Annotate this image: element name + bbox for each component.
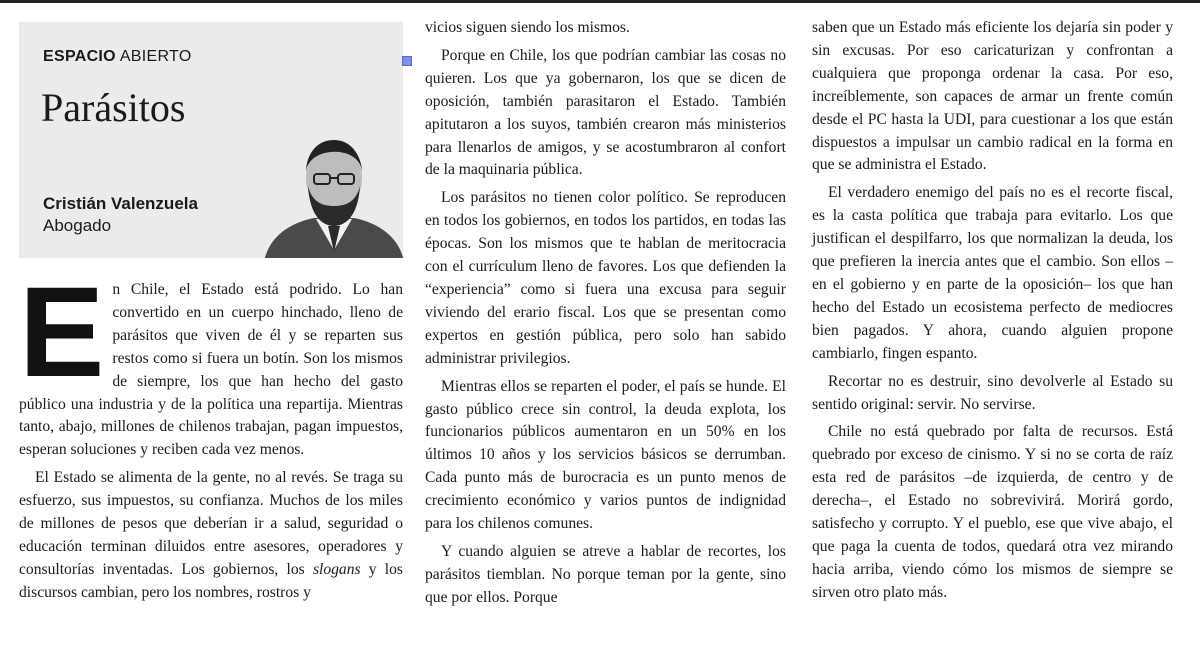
selection-marker bbox=[402, 56, 412, 66]
paragraph: Mientras ellos se reparten el poder, el país se hunde. El gasto público crece sin control, la deuda explota, los funcionarios públicos aumentaron en un 50% en los últimos 10 años y los servicios básicos se derrumban. Cada punto más de burocracia es un punto menos de crecimiento económico y varios puntos de indignidad para los chilenos comunes. bbox=[425, 377, 786, 533]
paragraph: Chile no está quebrado por falta de recursos. Está quebrado por exceso de cinismo. Y si no se corta de raíz esta red de parásitos –de izquierda, de centro y de derecha–, el Estado no sobrevivirá. Morirá gordo, satisfecho y corrupto. Y el pueblo, ese que vive abajo, el que paga la cuenta de todos, quedará otra vez mirando hacia arriba, viendo cómo los mismos de siempre se sirven otro plato más. bbox=[812, 423, 1173, 601]
section-label-light: ABIERTO bbox=[119, 48, 192, 65]
article-title: Parásitos bbox=[41, 85, 186, 130]
article-column-1 bbox=[19, 261, 404, 605]
paragraph: Porque en Chile, los que podrían cambiar las cosas no quieren. Los que ya gobernaron, los que se dicen de oposición, también parasitaron el Estado. También apitutaron a los suyos, también crearon más ministerios para llenarlos de amigos, y se acostumbraron al confort de la maquinaria pública. bbox=[425, 46, 786, 179]
column-header bbox=[19, 22, 403, 258]
paragraph: Y cuando alguien se atreve a hablar de recortes, los parásitos tiemblan. No porque teman por la gente, sino que por ellos. Porque bbox=[425, 542, 786, 606]
paragraph-continuation: y los discursos cambian, pero los nombres, rostros y bbox=[19, 560, 404, 601]
paragraph: vicios siguen siendo los mismos. bbox=[425, 19, 630, 36]
paragraph: Los parásitos no tienen color político. Se reproducen en todos los gobiernos, en todos los partidos, en todas las épocas. Son los mismos que te hablan de meritocracia con el currículum lleno de favores. Los que defienden la “experiencia” como si fuera una excusa para seguir viviendo del erario fiscal. Los que se presentan como expertos en gestión pública, pero solo han sabido administrar privilegios. bbox=[425, 189, 786, 367]
paragraph: El Estado se alimenta de la gente, no al revés. Se traga su esfuerzo, sus impuestos, su confianza. Muchos de los miles de millones de pesos que deberían ir a salud, seguridad o educación terminan diluidos entre asesores, operadores y consultorías inventadas. Los gobiernos, los bbox=[19, 469, 403, 578]
section-label bbox=[43, 48, 192, 66]
paragraph: El verdadero enemigo del país no es el recorte fiscal, es la casta política que trabaja para evitarlo. Los que justifican el despilfarro, los que normalizan la deuda, los que prefieren la inercia antes que el cambio. Son ellos –en el gobierno y en parte de la oposición– los que han hecho del Estado un ecosistema perfecto de mediocres bien pagados. Y ahora, cuando alguien propone cambiarlo, fingen espanto. bbox=[812, 184, 1173, 362]
drop-cap: E bbox=[19, 261, 105, 404]
top-rule bbox=[0, 0, 1200, 3]
italic-word: slogans bbox=[312, 560, 361, 578]
section-label-bold: ESPACIO bbox=[43, 48, 116, 65]
paragraph: Recortar no es destruir, sino devolverle al Estado su sentido original: servir. No servirse. bbox=[812, 372, 1173, 413]
paragraph: n Chile, el Estado está podrido. Lo han convertido en un cuerpo hinchado, lleno de parásitos que viven de él y se reparten sus restos como si fuera un botín. Son los mismos de siempre, los que han hecho del gasto público una industria y de la política una repartija. Mientras tanto, abajo, millones de chilenos trabajan, pagan impuestos, esperan soluciones y reciben cada vez menos. bbox=[19, 281, 403, 459]
author-name: Cristián Valenzuela bbox=[43, 194, 198, 213]
author-role: Abogado bbox=[43, 216, 112, 235]
author-portrait bbox=[264, 122, 403, 258]
article-column-2 bbox=[425, 17, 786, 610]
article-column-3 bbox=[812, 17, 1173, 605]
paragraph: saben que un Estado más eficiente los dejaría sin poder y sin excusas. Por eso caricaturizan y confrontan a cualquiera que proponga ordenar la casa. Por eso, increíblemente, son capaces de armar un frente común desde el PC hasta la UDI, para cuestionar a los que están dispuestos a impulsar un cambio radical en la forma en que se administra el Estado. bbox=[812, 19, 1173, 174]
